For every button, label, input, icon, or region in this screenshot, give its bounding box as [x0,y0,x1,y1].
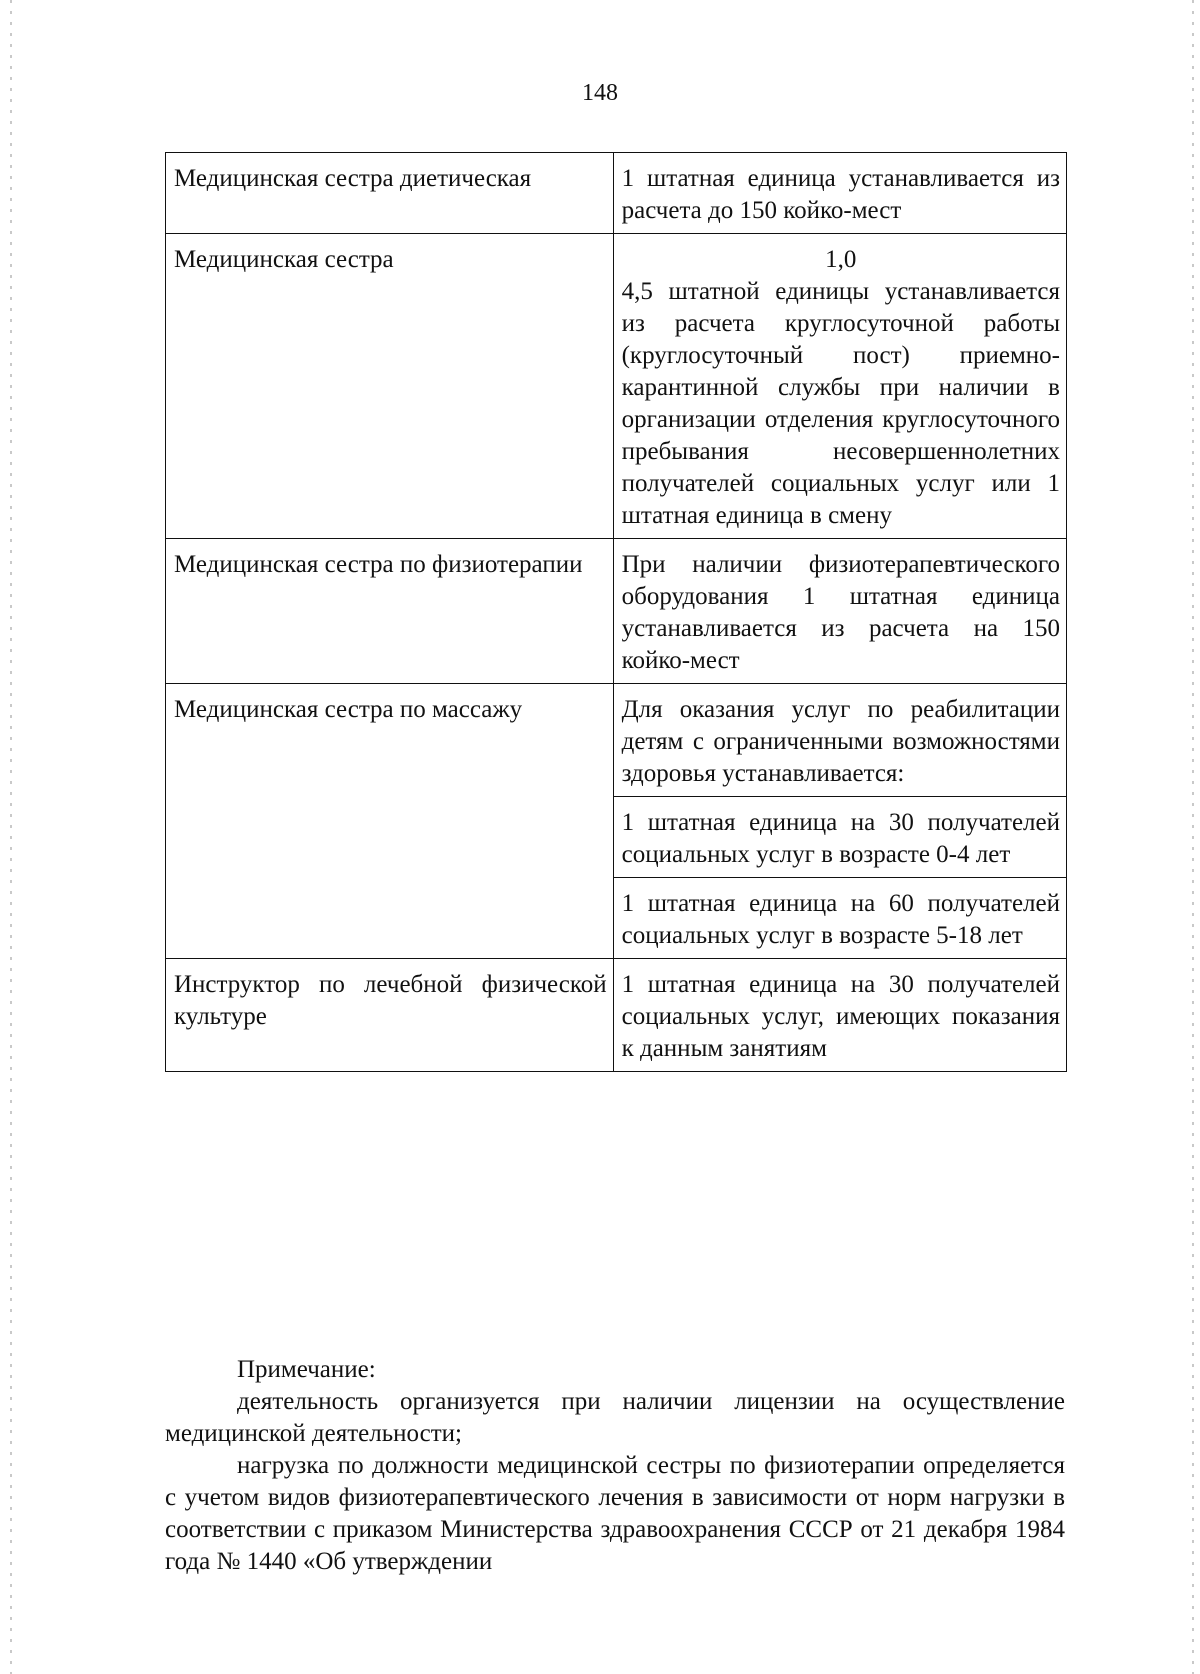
norm-cell: При наличии физиотерапевтического оборудования 1 штатная единица устанавливается из расчета на 150 койко-мест [613,539,1066,684]
norm-cell: Для оказания услуг по реабилитации детям с ограниченными возможностями здоровья устанавливается: [613,684,1066,797]
table-row [166,234,1067,539]
position-cell: Медицинская сестра диетическая [166,153,614,234]
position-cell: Медицинская сестра по массажу [166,684,614,959]
scan-edge-right [1192,0,1194,1674]
norm-cell: 1 штатная единица на 60 получателей социальных услуг в возрасте 5-18 лет [613,878,1066,959]
position-cell: Инструктор по лечебной физической культуре [166,959,614,1072]
staffing-table [165,152,1067,1072]
table-row [166,684,1067,797]
scan-edge-left [10,0,12,1674]
position-cell: Медицинская сестра по физиотерапии [166,539,614,684]
note-section [165,1354,1065,1578]
norm-cell: 1 штатная единица устанавливается из расчета до 150 койко-мест [613,153,1066,234]
table-row [166,153,1067,234]
norm-cell [613,234,1066,539]
note-paragraph: нагрузка по должности медицинской сестры по физиотерапии определяется с учетом видов физиотерапевтического лечения в зависимости от норм нагрузки в соответствии с приказом Министерства здравоохранения СССР от 21 декабря 1984 года № 1440 «Об утверждении [165,1452,1065,1575]
page-number: 148 [582,80,618,106]
note-title: Примечание: [237,1356,376,1383]
table-row [166,959,1067,1072]
position-cell: Медицинская сестра [166,234,614,539]
norm-head: 1,0 [825,246,857,273]
table-row [166,539,1067,684]
norm-cell: 1 штатная единица на 30 получателей социальных услуг, имеющих показания к данным занятиям [613,959,1066,1072]
norm-cell: 1 штатная единица на 30 получателей социальных услуг в возрасте 0-4 лет [613,797,1066,878]
note-paragraph: деятельность организуется при наличии лицензии на осуществление медицинской деятельности; [165,1388,1065,1447]
norm-text: 4,5 штатной единицы устанавливается из расчета круглосуточной работы (круглосуточный пост) приемно-карантинной службы при наличии в организации отделения круглосуточного пребывания несовершеннолетних получателей социальных услуг или 1 штатная единица в смену [621,278,1060,529]
